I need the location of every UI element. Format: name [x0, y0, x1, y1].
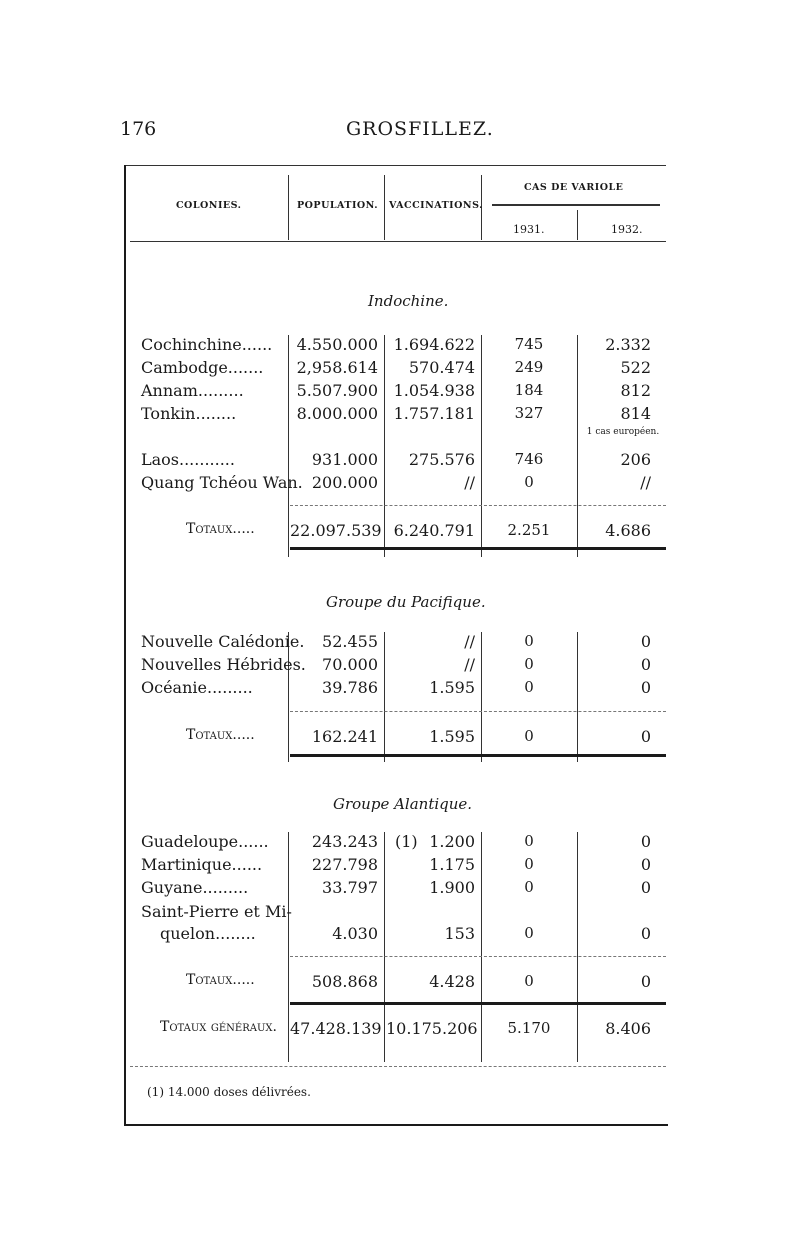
- col-sep-2: [384, 632, 385, 762]
- totals-heavy-rule: [290, 754, 666, 757]
- cas-1931-value: 249: [514, 358, 544, 376]
- colony-name: Guadeloupe......: [141, 832, 269, 851]
- population-value: 4.550.000: [296, 335, 378, 354]
- cas-1932-value: 206: [620, 450, 651, 469]
- table-top-rule: [126, 165, 666, 166]
- vaccinations-value: 570.474: [408, 358, 475, 377]
- colony-name: Tonkin........: [141, 404, 237, 423]
- col-sep-3: [481, 632, 482, 762]
- totals-label: Totaux.....: [186, 521, 255, 537]
- totals-heavy-rule: [290, 1002, 666, 1005]
- cas-1931-value: 327: [514, 404, 544, 422]
- totals-cas-1932: 4.686: [605, 521, 651, 540]
- header-vaccinations: VACCINATIONS.: [389, 200, 483, 211]
- cas-1932-value: 0: [640, 924, 651, 943]
- vaccinations-value: 1.595: [429, 678, 475, 697]
- table-frame-left: [124, 165, 126, 1125]
- section-title: Indochine.: [368, 292, 449, 310]
- colony-name: Océanie.........: [141, 678, 253, 697]
- population-value: 5.507.900: [296, 381, 378, 400]
- vaccinations-value: 1.054.938: [393, 381, 475, 400]
- cas-1931-value: 0: [524, 855, 534, 873]
- cas-1932-value: 0: [640, 632, 651, 651]
- colony-name: Guyane.........: [141, 878, 249, 897]
- population-value: 243.243: [311, 832, 378, 851]
- header-population: POPULATION.: [297, 200, 379, 211]
- subtotal-rule: [290, 505, 666, 506]
- subtotal-rule: [290, 711, 666, 712]
- population-value: 39.786: [322, 678, 378, 697]
- vaccinations-value: 1.757.181: [393, 404, 475, 423]
- col-sep-4: [577, 335, 578, 557]
- totals-cas-1932: 0: [640, 972, 651, 991]
- header-cas-de-variole: CAS DE VARIOLE: [524, 182, 624, 193]
- population-value: 2,958.614: [296, 358, 378, 377]
- cas-1931-value: 746: [514, 450, 544, 468]
- totals-cas-1931: 0: [524, 727, 534, 745]
- section-title: Groupe du Pacifique.: [326, 593, 486, 611]
- colony-name: Quang Tchéou Wan.: [141, 473, 303, 492]
- grand-totals-vaccinations: 10.175.206: [386, 1019, 478, 1038]
- cas-1932-value: 812: [620, 381, 651, 400]
- colony-name: Annam.........: [141, 381, 244, 400]
- section-title: Groupe Alantique.: [333, 795, 473, 813]
- cas-1932-value: 0: [640, 855, 651, 874]
- subtotal-rule: [290, 956, 666, 957]
- cas-note: 1 cas européen.: [586, 427, 660, 437]
- population-value: 4.030: [332, 924, 378, 943]
- cas-1931-value: 0: [524, 632, 534, 650]
- cas-1932-value: 0: [640, 655, 651, 674]
- cas-1931-value: 0: [524, 678, 534, 696]
- cas-1932-value: 814: [620, 404, 651, 423]
- cas-1932-value: //: [640, 473, 651, 492]
- cas-1931-value: 0: [524, 832, 534, 850]
- running-head: GROSFILLEZ.: [346, 118, 494, 140]
- vaccinations-value: //: [464, 473, 475, 492]
- cas-1932-value: 522: [620, 358, 651, 377]
- cas-1932-value: 0: [640, 878, 651, 897]
- colony-name: Laos...........: [141, 450, 235, 469]
- colony-name: Nouvelles Hébrides.: [141, 655, 306, 674]
- cas-1931-value: 0: [524, 878, 534, 896]
- population-value: 33.797: [322, 878, 378, 897]
- header-bottom-rule: [130, 241, 666, 242]
- header-year-1931: 1931.: [513, 223, 545, 236]
- cas-1931-value: 0: [524, 655, 534, 673]
- footnote-ref: (1): [395, 832, 418, 851]
- totals-population: 508.868: [311, 972, 378, 991]
- totals-heavy-rule: [290, 547, 666, 550]
- grand-totals-population: 47.428.139: [290, 1019, 382, 1038]
- footnote-separator: [130, 1066, 666, 1067]
- col-sep-2: [384, 832, 385, 1062]
- grand-totals-cas-1931: 5.170: [507, 1019, 551, 1037]
- table-frame-bottom: [124, 1124, 668, 1126]
- population-value: 200.000: [311, 473, 378, 492]
- vaccinations-value: 275.576: [408, 450, 475, 469]
- col-sep-1: [288, 335, 289, 557]
- cas-1931-value: 184: [514, 381, 544, 399]
- totals-vaccinations: 6.240.791: [393, 521, 475, 540]
- cas-1931-value: 745: [514, 335, 544, 353]
- header-colonies: COLONIES.: [176, 200, 242, 211]
- grand-totals-label: Totaux généraux.: [160, 1019, 277, 1035]
- page-number: 176: [120, 118, 157, 140]
- cas-1932-value: 2.332: [605, 335, 651, 354]
- colony-name: Nouvelle Calédonie.: [141, 632, 305, 651]
- cas-1932-value: 0: [640, 832, 651, 851]
- vaccinations-value: //: [464, 655, 475, 674]
- cas-1931-value: 0: [524, 924, 534, 942]
- header-year-1932: 1932.: [611, 223, 643, 236]
- colony-name-cont: quelon........: [160, 924, 256, 943]
- colony-name: Saint-Pierre et Mi-: [141, 902, 292, 921]
- col-sep-1: [288, 175, 289, 240]
- totals-population: 162.241: [311, 727, 378, 746]
- colony-name: Cochinchine......: [141, 335, 273, 354]
- vaccinations-value: 1.694.622: [393, 335, 475, 354]
- header-brace: [492, 204, 660, 206]
- col-sep-4: [577, 832, 578, 1062]
- col-sep-4: [577, 210, 578, 240]
- col-sep-4: [577, 632, 578, 762]
- col-sep-2: [384, 335, 385, 557]
- cas-1931-value: 0: [524, 473, 534, 491]
- colony-name: Cambodge.......: [141, 358, 264, 377]
- vaccinations-value: 1.200: [429, 832, 475, 851]
- col-sep-3: [481, 335, 482, 557]
- population-value: 52.455: [322, 632, 378, 651]
- vaccinations-value: //: [464, 632, 475, 651]
- population-value: 931.000: [311, 450, 378, 469]
- totals-vaccinations: 4.428: [429, 972, 475, 991]
- colony-name: Martinique......: [141, 855, 263, 874]
- totals-population: 22.097.539: [290, 521, 382, 540]
- totals-label: Totaux.....: [186, 972, 255, 988]
- totals-vaccinations: 1.595: [429, 727, 475, 746]
- population-value: 227.798: [311, 855, 378, 874]
- totals-cas-1931: 0: [524, 972, 534, 990]
- footnote: (1) 14.000 doses délivrées.: [147, 1085, 311, 1099]
- col-sep-2: [384, 175, 385, 240]
- vaccinations-value: 1.175: [429, 855, 475, 874]
- vaccinations-value: 1.900: [429, 878, 475, 897]
- population-value: 70.000: [322, 655, 378, 674]
- col-sep-3: [481, 832, 482, 1062]
- col-sep-1: [288, 832, 289, 1062]
- population-value: 8.000.000: [296, 404, 378, 423]
- cas-1932-value: 0: [640, 678, 651, 697]
- grand-totals-cas-1932: 8.406: [605, 1019, 651, 1038]
- vaccinations-value: 153: [444, 924, 475, 943]
- col-sep-1: [288, 632, 289, 762]
- totals-cas-1931: 2.251: [507, 521, 551, 539]
- totals-cas-1932: 0: [640, 727, 651, 746]
- totals-label: Totaux.....: [186, 727, 255, 743]
